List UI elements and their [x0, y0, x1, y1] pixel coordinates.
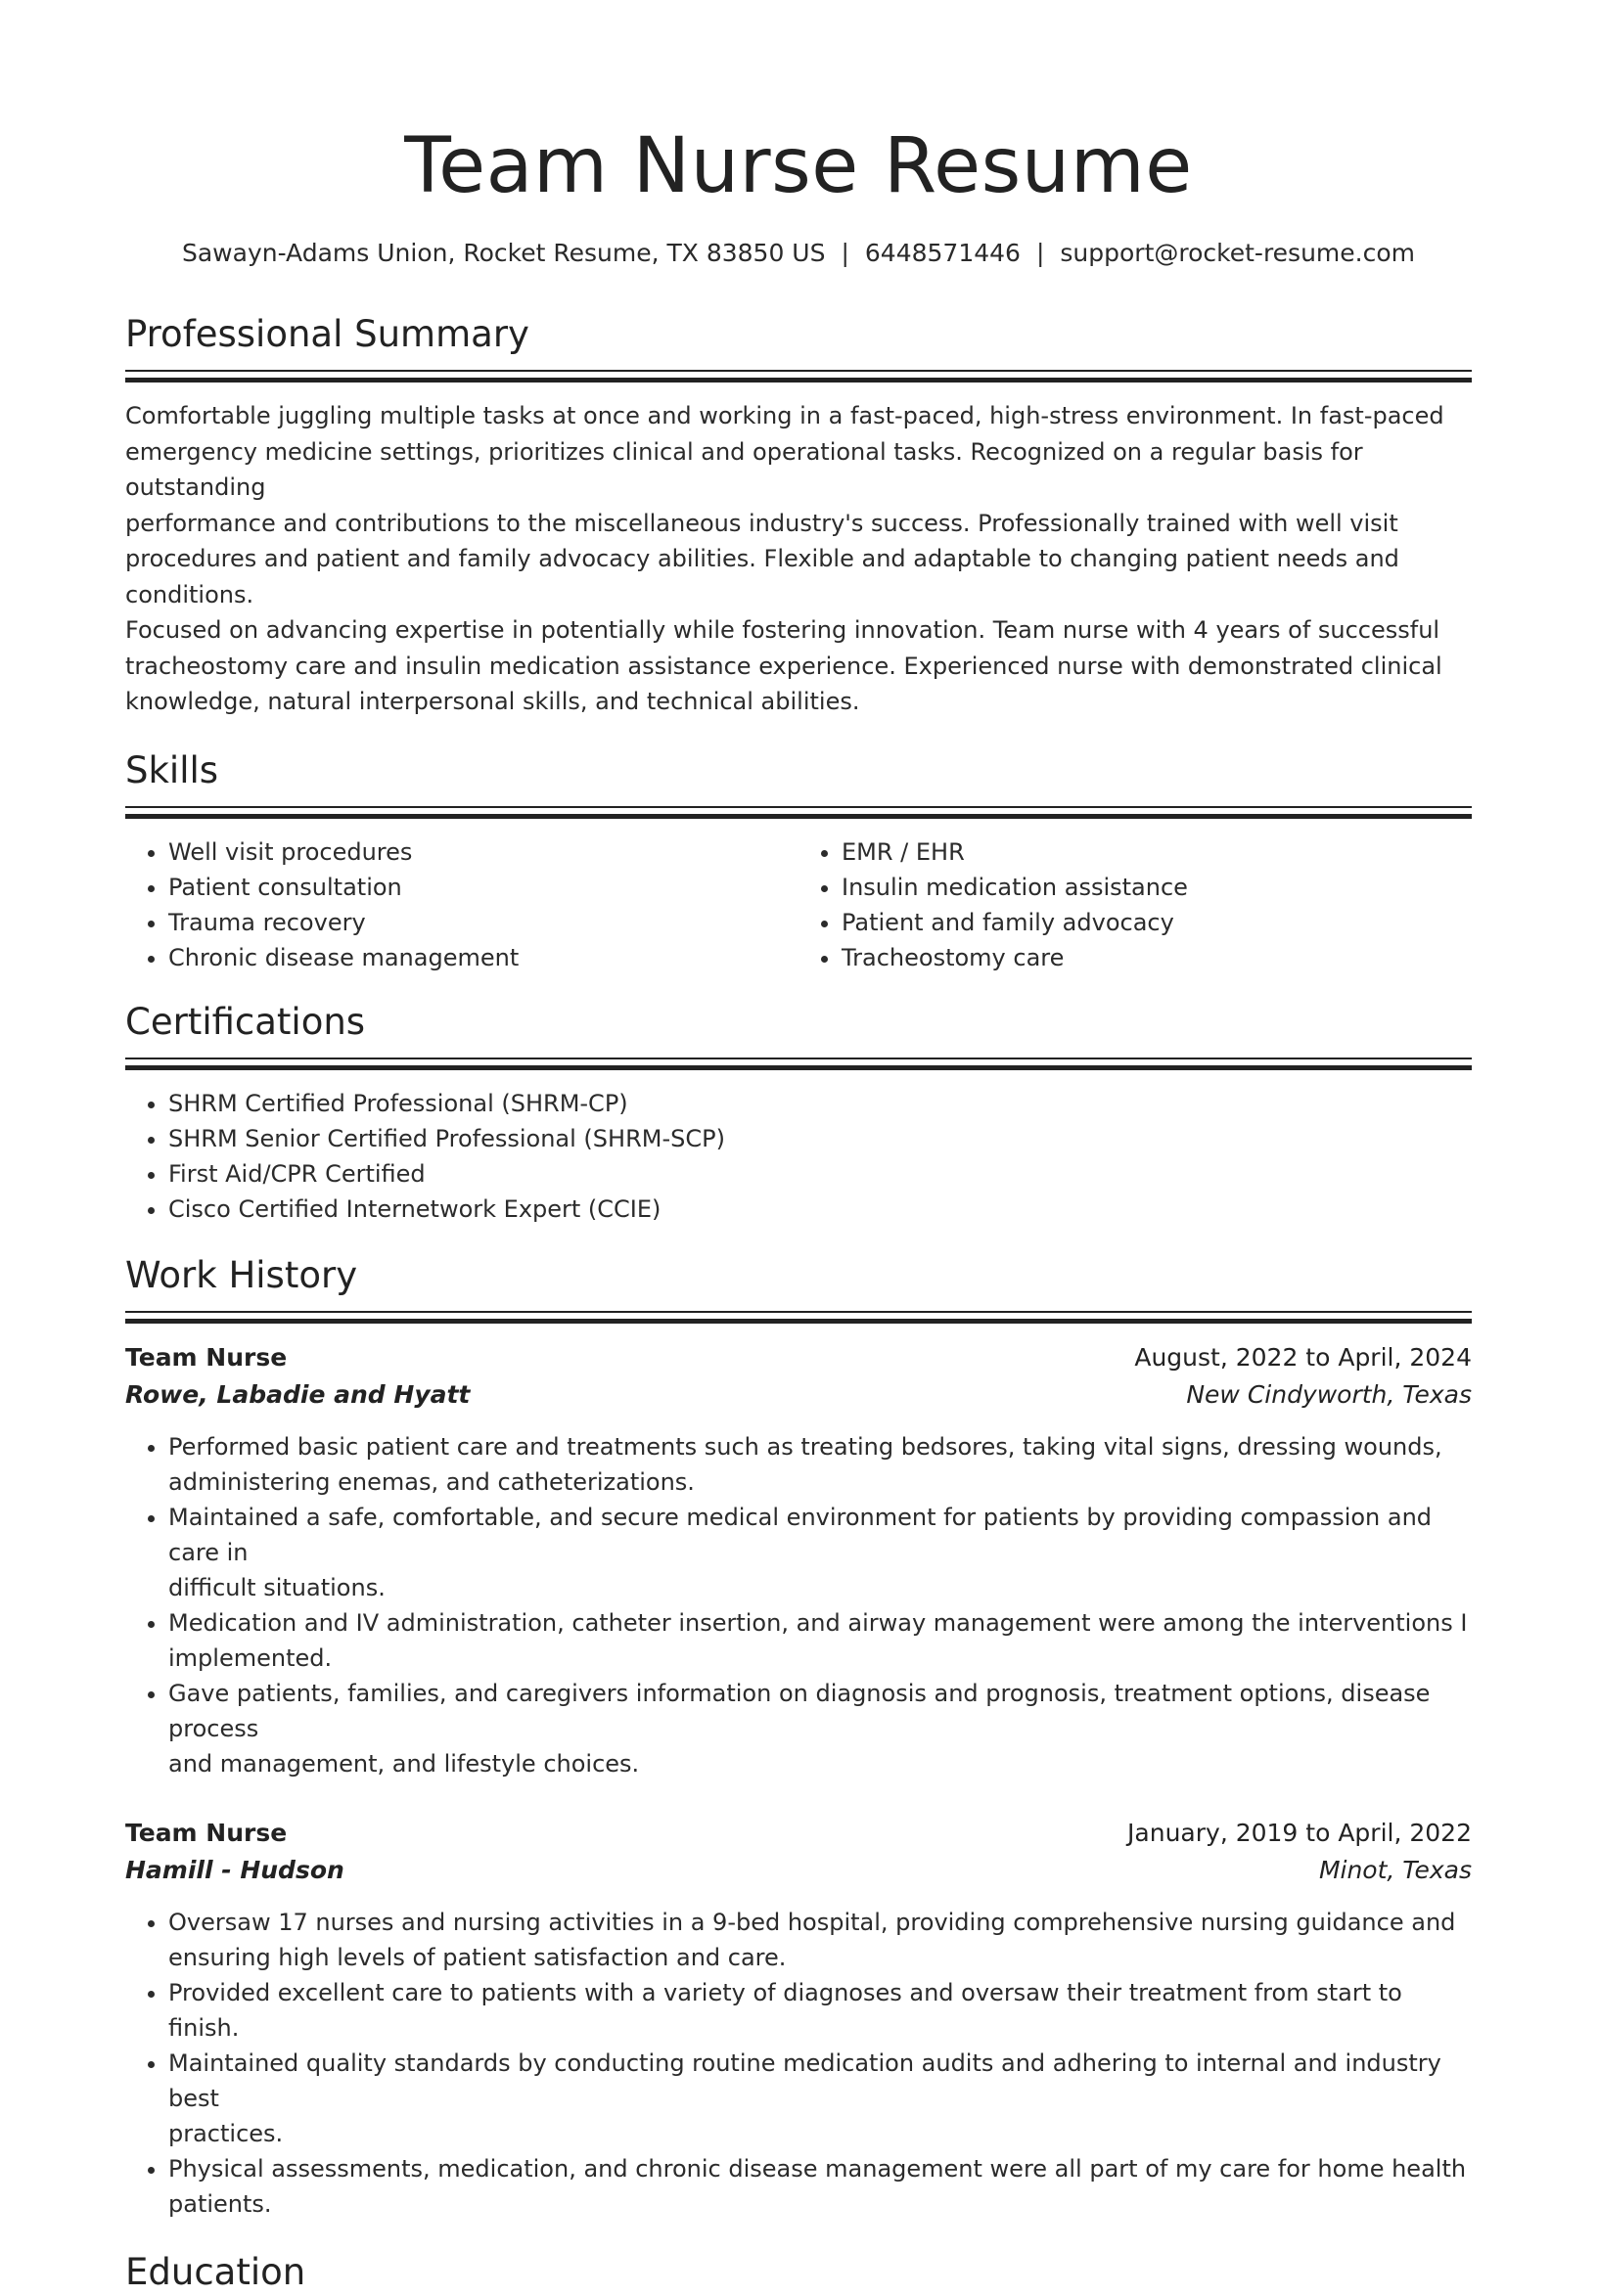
certifications-section: [125, 999, 1472, 1227]
skills-section: [125, 747, 1472, 975]
certifications-list: [125, 1086, 1472, 1227]
summary-line: procedures and patient and family advocacy abilities. Flexible and adaptable to changing patient needs and conditions.: [125, 545, 1399, 608]
job-location: Minot, Texas: [1318, 1855, 1472, 1884]
summary-line: performance and contributions to the miscellaneous industry's success. Professionally trained with well visit: [125, 509, 1398, 537]
skill-item: • Patient consultation: [168, 870, 798, 905]
job-bullet: • Physical assessments, medication, and chronic disease management were all part of my care for home health patients.: [168, 2151, 1472, 2222]
resume-title: Team Nurse Resume: [404, 122, 1193, 210]
job-bullet: • Maintained quality standards by conducting routine medication audits and adhering to internal and industry best practices.: [168, 2046, 1472, 2151]
job-dates: January, 2019 to April, 2022: [1127, 1818, 1472, 1847]
section-divider: [125, 806, 1472, 819]
job-bullets: [125, 1905, 1472, 2222]
section-heading: Education: [125, 2250, 306, 2293]
section-divider: [125, 1058, 1472, 1070]
skill-item: • Insulin medication assistance: [842, 870, 1472, 905]
job-company: Hamill - Hudson: [125, 1855, 344, 1884]
job-bullet: • Gave patients, families, and caregivers information on diagnosis and prognosis, treatment options, disease process and management, and lifestyle choices.: [168, 1676, 1472, 1781]
job-bullets: [125, 1429, 1472, 1781]
summary-section: [125, 311, 1472, 720]
contact-line: [125, 237, 1472, 270]
job-title: Team Nurse: [125, 1818, 288, 1847]
job-title: Team Nurse: [125, 1342, 288, 1372]
skill-item: • Trauma recovery: [168, 905, 798, 940]
skill-item: • Chronic disease management: [168, 940, 798, 975]
job-bullet: • Provided excellent care to patients with a variety of diagnoses and oversaw their treatment from start to finish.: [168, 1975, 1472, 2046]
contact-separator: |: [1035, 239, 1045, 267]
skill-item: • EMR / EHR: [842, 834, 1472, 870]
job-bullet: • Oversaw 17 nurses and nursing activities in a 9-bed hospital, providing comprehensive nursing guidance and ensuring high levels of patient satisfaction and care.: [168, 1905, 1472, 1975]
certification-item: • First Aid/CPR Certified: [168, 1156, 1472, 1192]
skill-item: • Well visit procedures: [168, 834, 798, 870]
skills-list-right: [798, 834, 1472, 975]
job-company: Rowe, Labadie and Hyatt: [125, 1379, 471, 1409]
certification-item: • SHRM Senior Certified Professional (SHRM-SCP): [168, 1121, 1472, 1156]
section-divider: [125, 370, 1472, 383]
job-bullet: • Maintained a safe, comfortable, and secure medical environment for patients by providing compassion and care in difficult situations.: [168, 1500, 1472, 1605]
summary-line: knowledge, natural interpersonal skills, and technical abilities.: [125, 688, 860, 715]
summary-line: Comfortable juggling multiple tasks at once and working in a fast-paced, high-stress environment. In fast-paced: [125, 402, 1444, 429]
section-heading: Skills: [125, 748, 219, 791]
job-entry: [125, 1815, 1472, 2222]
job-entry: [125, 1339, 1472, 1781]
education-section: [125, 2249, 1472, 2296]
contact-phone: 6448571446: [864, 239, 1021, 267]
summary-line: emergency medicine settings, prioritizes clinical and operational tasks. Recognized on a regular basis for outstanding: [125, 437, 1363, 501]
work-history-section: [125, 1252, 1472, 2222]
section-divider: [125, 1311, 1472, 1324]
certification-item: • SHRM Certified Professional (SHRM-CP): [168, 1086, 1472, 1121]
section-heading: Work History: [125, 1253, 358, 1296]
skill-item: • Tracheostomy care: [842, 940, 1472, 975]
job-location: New Cindyworth, Texas: [1186, 1379, 1472, 1409]
section-heading: Certifications: [125, 1000, 366, 1043]
skills-list-left: [125, 834, 798, 975]
summary-line: Focused on advancing expertise in potentially while fostering innovation. Team nurse with 4 years of successful: [125, 616, 1440, 644]
job-dates: August, 2022 to April, 2024: [1134, 1342, 1472, 1372]
contact-email: support@rocket-resume.com: [1060, 239, 1416, 267]
contact-separator: |: [841, 239, 849, 267]
section-heading: Professional Summary: [125, 313, 529, 355]
summary-line: tracheostomy care and insulin medication assistance experience. Experienced nurse with demonstrated clinical: [125, 652, 1442, 680]
job-bullet: • Performed basic patient care and treatments such as treating bedsores, taking vital signs, dressing wounds, administering enemas, and catheterizations.: [168, 1429, 1472, 1500]
skill-item: • Patient and family advocacy: [842, 905, 1472, 940]
skills-grid: [125, 834, 1472, 975]
job-bullet: • Medication and IV administration, catheter insertion, and airway management were among the interventions I implemented.: [168, 1605, 1472, 1676]
contact-address: Sawayn-Adams Union, Rocket Resume, TX 83850 US: [181, 239, 826, 267]
certification-item: • Cisco Certified Internetwork Expert (CCIE): [168, 1192, 1472, 1227]
summary-text: [125, 398, 1472, 720]
